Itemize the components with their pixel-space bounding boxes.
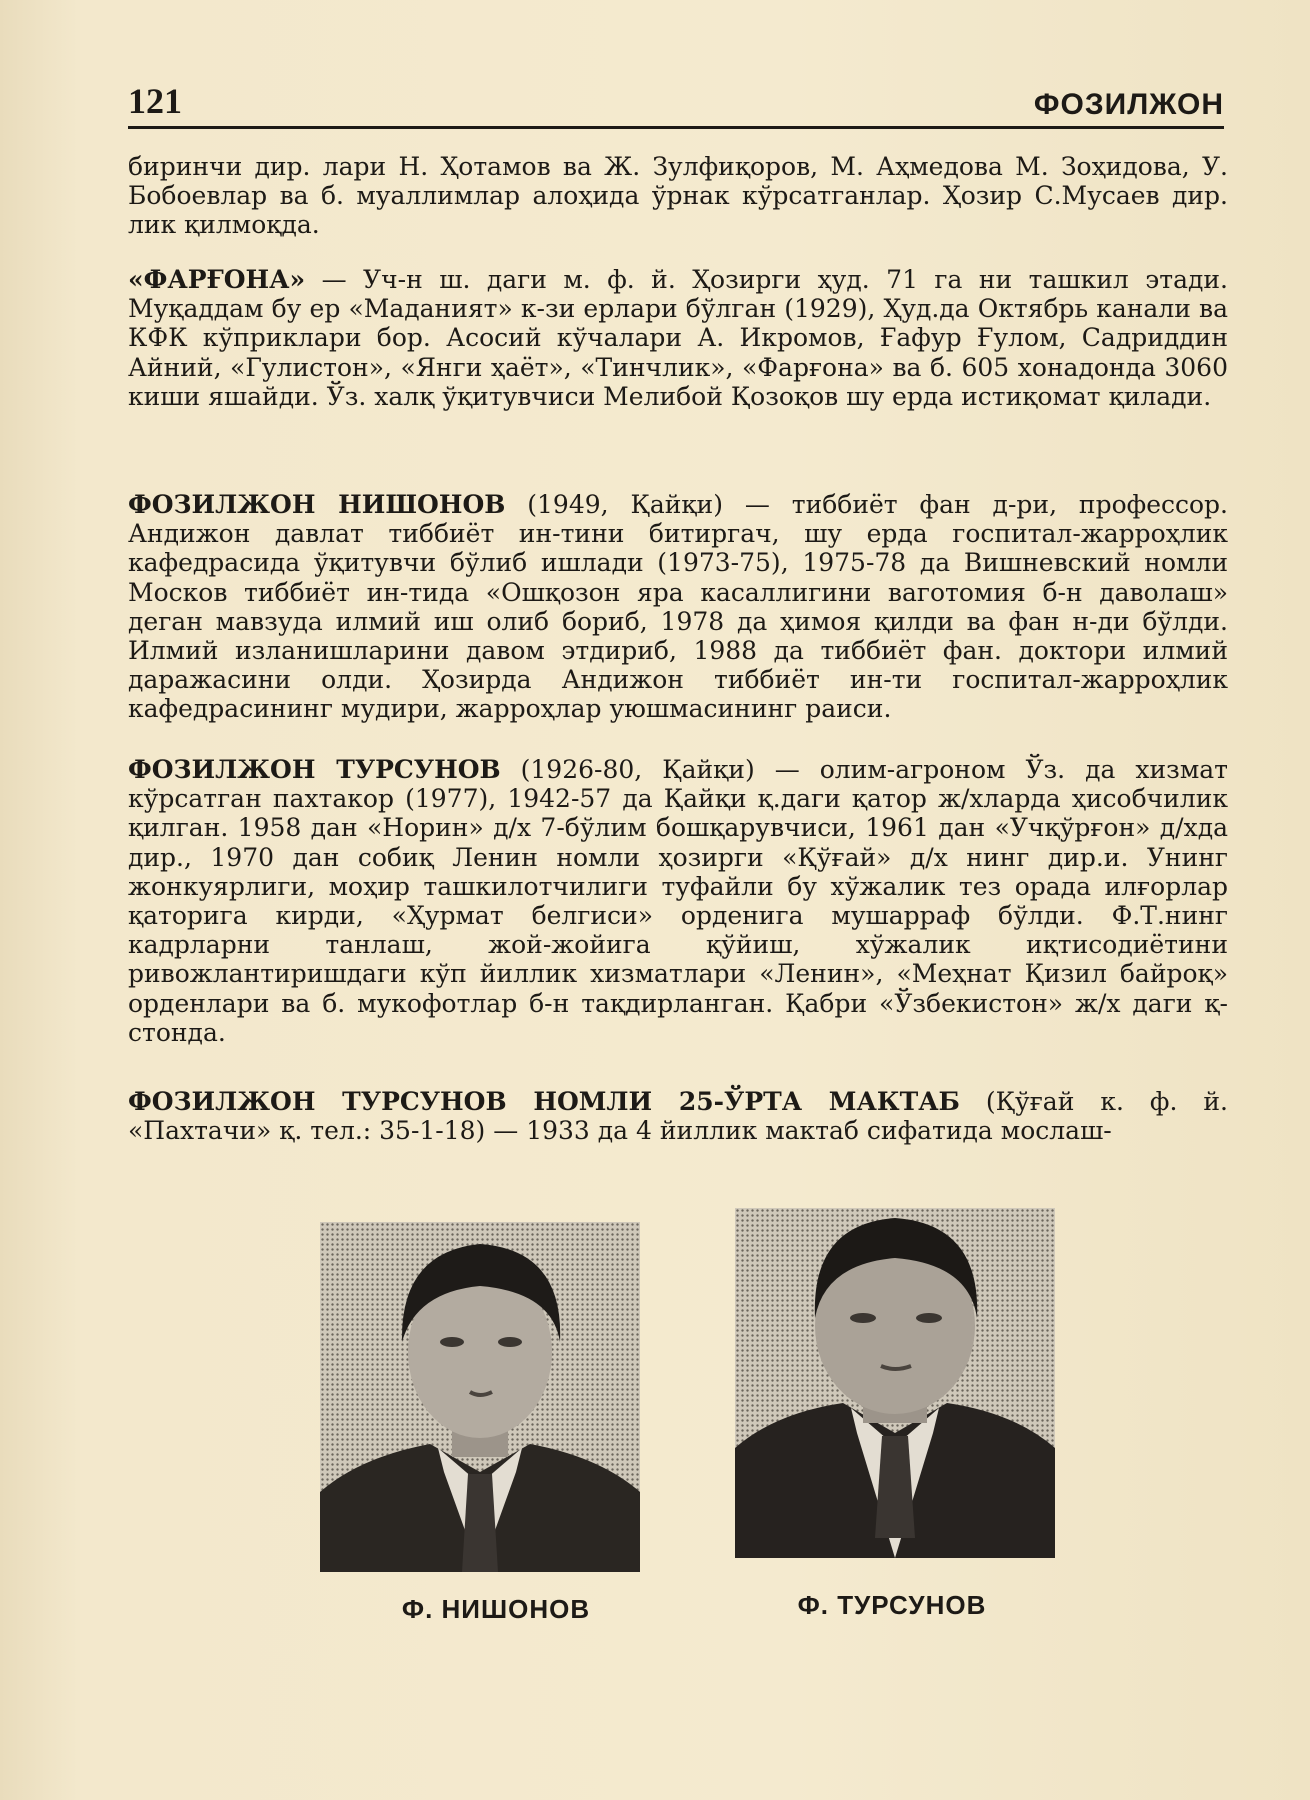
portrait-photo-nishonov — [320, 1222, 640, 1572]
entry-heading: ФОЗИЛЖОН ТУРСУНОВ — [128, 755, 501, 784]
page-header — [128, 76, 1224, 129]
entry-continuation — [128, 152, 1228, 240]
entry-body: биринчи дир. лари Н. Ҳотамов ва Ж. Зулфиқоров, М. Аҳмедова М. Зоҳидова, У. Бобоевлар ва б. муаллимлар алоҳида ўрнак кўрсатганлар. Ҳозир С.Мусаев дир. лик қилмоқда. — [128, 152, 1228, 240]
entry-body: (1949, Қайқи) — тиббиёт фан д-ри, профессор. Андижон давлат тиббиёт ин-тини битиргач, шу ерда госпитал-жарроҳлик кафедрасида ўқитувчи бўлиб ишлади (1973-75), 1975-78 да Вишневский номли Москов тиббиёт ин-тида «Ошқозон яра касаллигини ваготомия б-н даволаш» деган мавзуда илмий иш олиб бориб, 1978 да ҳимоя қилди ва фан н-ди бўлди. Илмий изланишларини давом этдириб, 1988 да тиббиёт фан. доктори илмий даражасини олди. Ҳозирда Андижон тиббиёт ин-ти госпитал-жарроҳлик кафедрасининг мудири, жарроҳлар уюшмасининг раиси. — [128, 490, 1228, 724]
entry-heading: «ФАРҒОНА» — [128, 265, 306, 294]
entry-fozilzhon-tursunov — [128, 755, 1228, 1047]
running-head: ФОЗИЛЖОН — [1033, 88, 1224, 121]
entry-body: — Уч-н ш. даги м. ф. й. Ҳозирги ҳуд. 71 га ни ташкил этади. Муқаддам бу ер «Маданият» к-зи ерлари бўлган (1929), Ҳуд.да Октябрь канали ва КФК кўприклари бор. Асосий кўчалари А. Икромов, Ғафур Ғулом, Садриддин Айний, «Гулистон», «Янги ҳаёт», «Тинчлик», «Фарғона» ва б. 605 хонадонда 3060 киши яшайди. Ўз. халқ ўқитувчиси Мелибой Қозоқов шу ерда истиқомат қилади. — [128, 265, 1228, 411]
entry-fozilzhon-nishonov — [128, 490, 1228, 724]
entry-heading: ФОЗИЛЖОН ТУРСУНОВ НОМЛИ 25-ЎРТА МАКТАБ — [128, 1087, 960, 1116]
photo-caption: Ф. ТУРСУНОВ — [797, 1590, 987, 1620]
entry-fargona — [128, 265, 1228, 411]
entry-body: (1926-80, Қайқи) — олим-агроном Ўз. да хизмат кўрсатган пахтакор (1977), 1942-57 да Қайқи қ.даги қатор ж/хларда ҳисобчилик қилган. 1958 дан «Норин» д/х 7-бўлим бошқарувчиси, 1961 дан «Учқўрғон» д/хда дир., 1970 дан собиқ Ленин номли ҳозирги «Қўғай» д/х нинг дир.и. Унинг жонкуярлиги, моҳир ташкилотчилиги туфайли бу хўжалик тез орада илғорлар қаторига кирди, «Ҳурмат белгиси» орденига мушарраф бўлди. Ф.Т.нинг кадрларни танлаш, жой-жойига қўйиш, хўжалик иқтисодиётини ривожлантиришдаги кўп йиллик хизматлари «Ленин», «Меҳнат Қизил байроқ» орденлари ва б. мукофотлар б-н тақдирланган. Қабри «Ўзбекистон» ж/х даги қ-стонда. — [128, 755, 1228, 1047]
entry-body: (Қўғай к. ф. й. «Пахтачи» қ. тел.: 35-1-18) — 1933 да 4 йиллик мактаб сифатида мослаш- — [128, 1087, 1228, 1146]
entry-heading: ФОЗИЛЖОН НИШОНОВ — [128, 490, 506, 519]
entry-school-25 — [128, 1087, 1228, 1145]
photo-caption: Ф. НИШОНОВ — [401, 1594, 591, 1624]
portrait-photo-tursunov — [735, 1208, 1055, 1558]
portrait-figure — [320, 1222, 640, 1572]
portrait-figure — [735, 1208, 1055, 1558]
page-number: 121 — [128, 81, 182, 121]
